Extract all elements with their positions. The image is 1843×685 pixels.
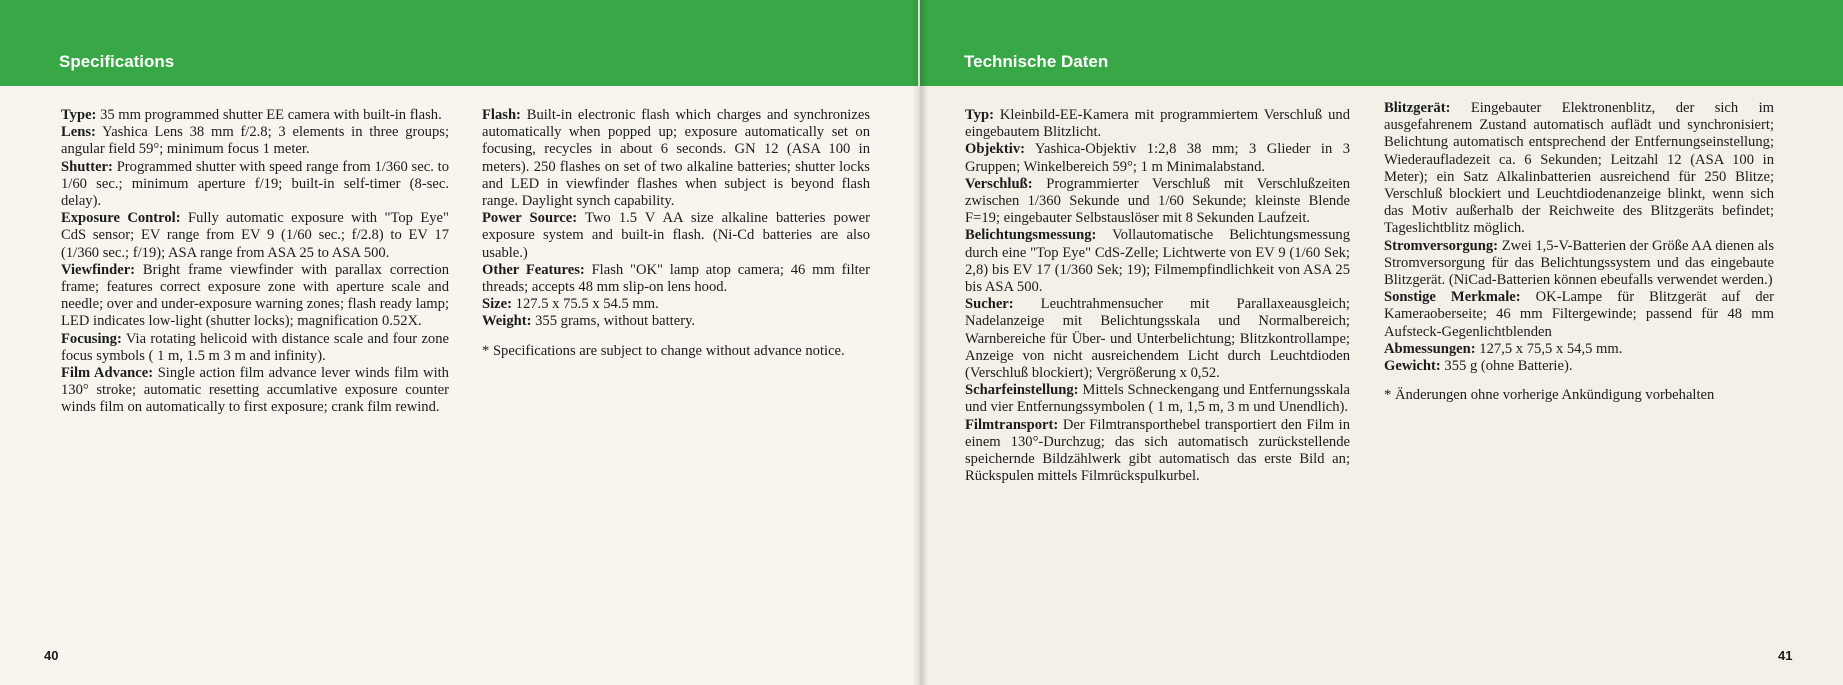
spec-sonstige: Sonstige Merkmale: OK-Lampe für Blitzgerät auf der Kameraoberseite; 46 mm Filtergewinde; passend für 48 mm Aufsteck-Gegenlichtblenden: [1384, 289, 1774, 340]
spec-shutter: Shutter: Programmed shutter with speed range from 1/360 sec. to 1/60 sec.; minimum aperture f/19; built-in self-timer (8-sec. delay).: [61, 158, 449, 210]
spec-filmtransport: Filmtransport: Der Filmtransporthebel transportiert den Film in einem 130°-Durchzug; das sich automatisch zurückstellende speichernde Bildzählwerk gibt automatisch das erste Bild an; Rückspulen mittels Filmrückspulkurbel.: [965, 416, 1350, 485]
spec-scharfeinstellung: Scharfeinstellung: Mittels Schneckengang und Entfernungsskala und vier Entfernungssymbolen ( 1 m, 1,5 m, 3 m und Unendlich).: [965, 382, 1350, 416]
page-number: 41: [1778, 648, 1793, 663]
header-band: [0, 0, 918, 86]
spec-column-2: [482, 107, 870, 360]
spec-other: Other Features: Flash "OK" lamp atop camera; 46 mm filter threads; accepts 48 mm slip-on lens hood.: [482, 261, 871, 296]
spec-typ: Typ: Kleinbild-EE-Kamera mit programmiertem Verschluß und eingebautem Blitzlicht.: [965, 107, 1350, 141]
spec-film-advance: Film Advance: Single action film advance lever winds film with 130° stroke; automatic resetting accumlative exposure counter winds film on automatically to first exposure; crank film rewind.: [61, 365, 449, 416]
page-heading: Technische Daten: [964, 52, 1109, 71]
spec-type: Type: 35 mm programmed shutter EE camera with built-in flash.: [61, 107, 442, 123]
spec-stromversorgung: Stromversorgung: Zwei 1,5-V-Batterien der Größe AA dienen als Stromversorgung für das Belichtungssystem und das eingebaute Blitzgerät. (NiCad-Batterien können ebeufalls verwendet werden.): [1384, 237, 1774, 289]
spec-column-1: [965, 107, 1350, 485]
spec-gewicht: Gewicht: 355 g (ohne Batterie).: [1384, 358, 1573, 375]
spec-size: Size: 127.5 x 75.5 x 54.5 mm.: [482, 296, 659, 313]
spec-flash: Flash: Built-in electronic flash which charges and synchronizes automatically when popped up; exposure automatically set on focusing, recycles in about 6 seconds. GN 12 (ASA 100 in meters). 250 flashes on set of two alkaline batteries; shutter locks and LED in viewfinder flashes when subject is beyond flash range. Daylight synch capability.: [482, 107, 870, 210]
spec-abmessungen: Abmessungen: 127,5 x 75,5 x 54,5 mm.: [1384, 340, 1623, 357]
spec-belichtung: Belichtungsmessung: Vollautomatische Belichtungsmessung durch eine "Top Eye" CdS-Zelle; Lichtwerte von EV 9 (1/60 Sek; 2,8) bis EV 17 (1/360 Sek; 19); Filmempfindlichkeit von ASA 25 bis ASA 500.: [965, 227, 1350, 296]
spec-note: * Specifications are subject to change without advance notice.: [482, 342, 845, 359]
spec-verschluss: Verschluß: Programmierter Verschluß mit Verschlußzeiten zwischen 1/360 Sekunde und 1/60 Sekunde; kleinste Blende F=19; eingebauter Selbstauslöser mit 8 Sekunden Laufzeit.: [965, 175, 1350, 227]
spec-weight: Weight: 355 grams, without battery.: [482, 313, 696, 330]
header-band: [920, 0, 1843, 86]
spec-note: * Änderungen ohne vorherige Ankündigung vorbehalten: [1384, 387, 1715, 404]
right-page: [920, 0, 1843, 685]
spec-viewfinder: Viewfinder: Bright frame viewfinder with parallax correction frame; features correct exposure zone with aperture scale and needle; over and under-exposure warning zones; flash ready lamp; LED indicates low-light (shutter locks); magnification 0.52X.: [61, 261, 449, 330]
spec-power: Power Source: Two 1.5 V AA size alkaline batteries power exposure system and built-in flash. (Ni-Cd batteries are also usable.): [482, 210, 871, 261]
page-number: 40: [44, 648, 59, 663]
book-spine: [912, 0, 928, 685]
spec-blitzgeraet: Blitzgerät: Eingebauter Elektronenblitz, der sich im ausgefahrenem Zustand automatisch auflädt und synchronisiert; Belichtung automatisch entsprechend der Entfernungseinstellung; Wiederaufladezeit ca. 6 Sekunden; Leitzahl 12 (ASA 100 in Meter); ein Satz Alkalinbatterien ausreichend für 250 Blitze; Verschluß blockiert und Leuchtdiodenanzeige blinkt, wenn sich das Motiv außerhalb der Reichweite des Blitzgeräts befindet; Tageslichtblitz möglich.: [1384, 100, 1774, 237]
spec-exposure: Exposure Control: Fully automatic exposure with "Top Eye" CdS sensor; EV range from EV 9 (1/60 sec.; f/2.8) to EV 17 (1/360 sec.; f/19); ASA range from ASA 25 to ASA 500.: [61, 210, 449, 261]
spec-focusing: Focusing: Via rotating helicoid with distance scale and four zone focus symbols ( 1 m, 1.5 m 3 m and infinity).: [61, 330, 449, 364]
spec-column-2: [1384, 100, 1774, 404]
spec-sucher: Sucher: Leuchtrahmensucher mit Parallaxeausgleich; Nadelanzeige mit Belichtungsskala und Normalbereich; Warnbereiche für Über- und Unterbelichtung; Blitzkontrollampe; Anzeige von nicht ausreichendem Licht durch Leuchtdioden (Verschluß blockiert); Vergrößerung x 0,52.: [965, 296, 1350, 382]
page-heading: Specifications: [59, 52, 175, 71]
left-page: [0, 0, 920, 685]
spec-objektiv: Objektiv: Yashica-Objektiv 1:2,8 38 mm; 3 Glieder in 3 Gruppen; Winkelbereich 59°; 1 m Minimalabstand.: [965, 141, 1350, 175]
spec-column-1: [61, 107, 449, 417]
spec-lens: Lens: Yashica Lens 38 mm f/2.8; 3 elements in three groups; angular field 59°; minimum focus 1 meter.: [61, 124, 450, 158]
